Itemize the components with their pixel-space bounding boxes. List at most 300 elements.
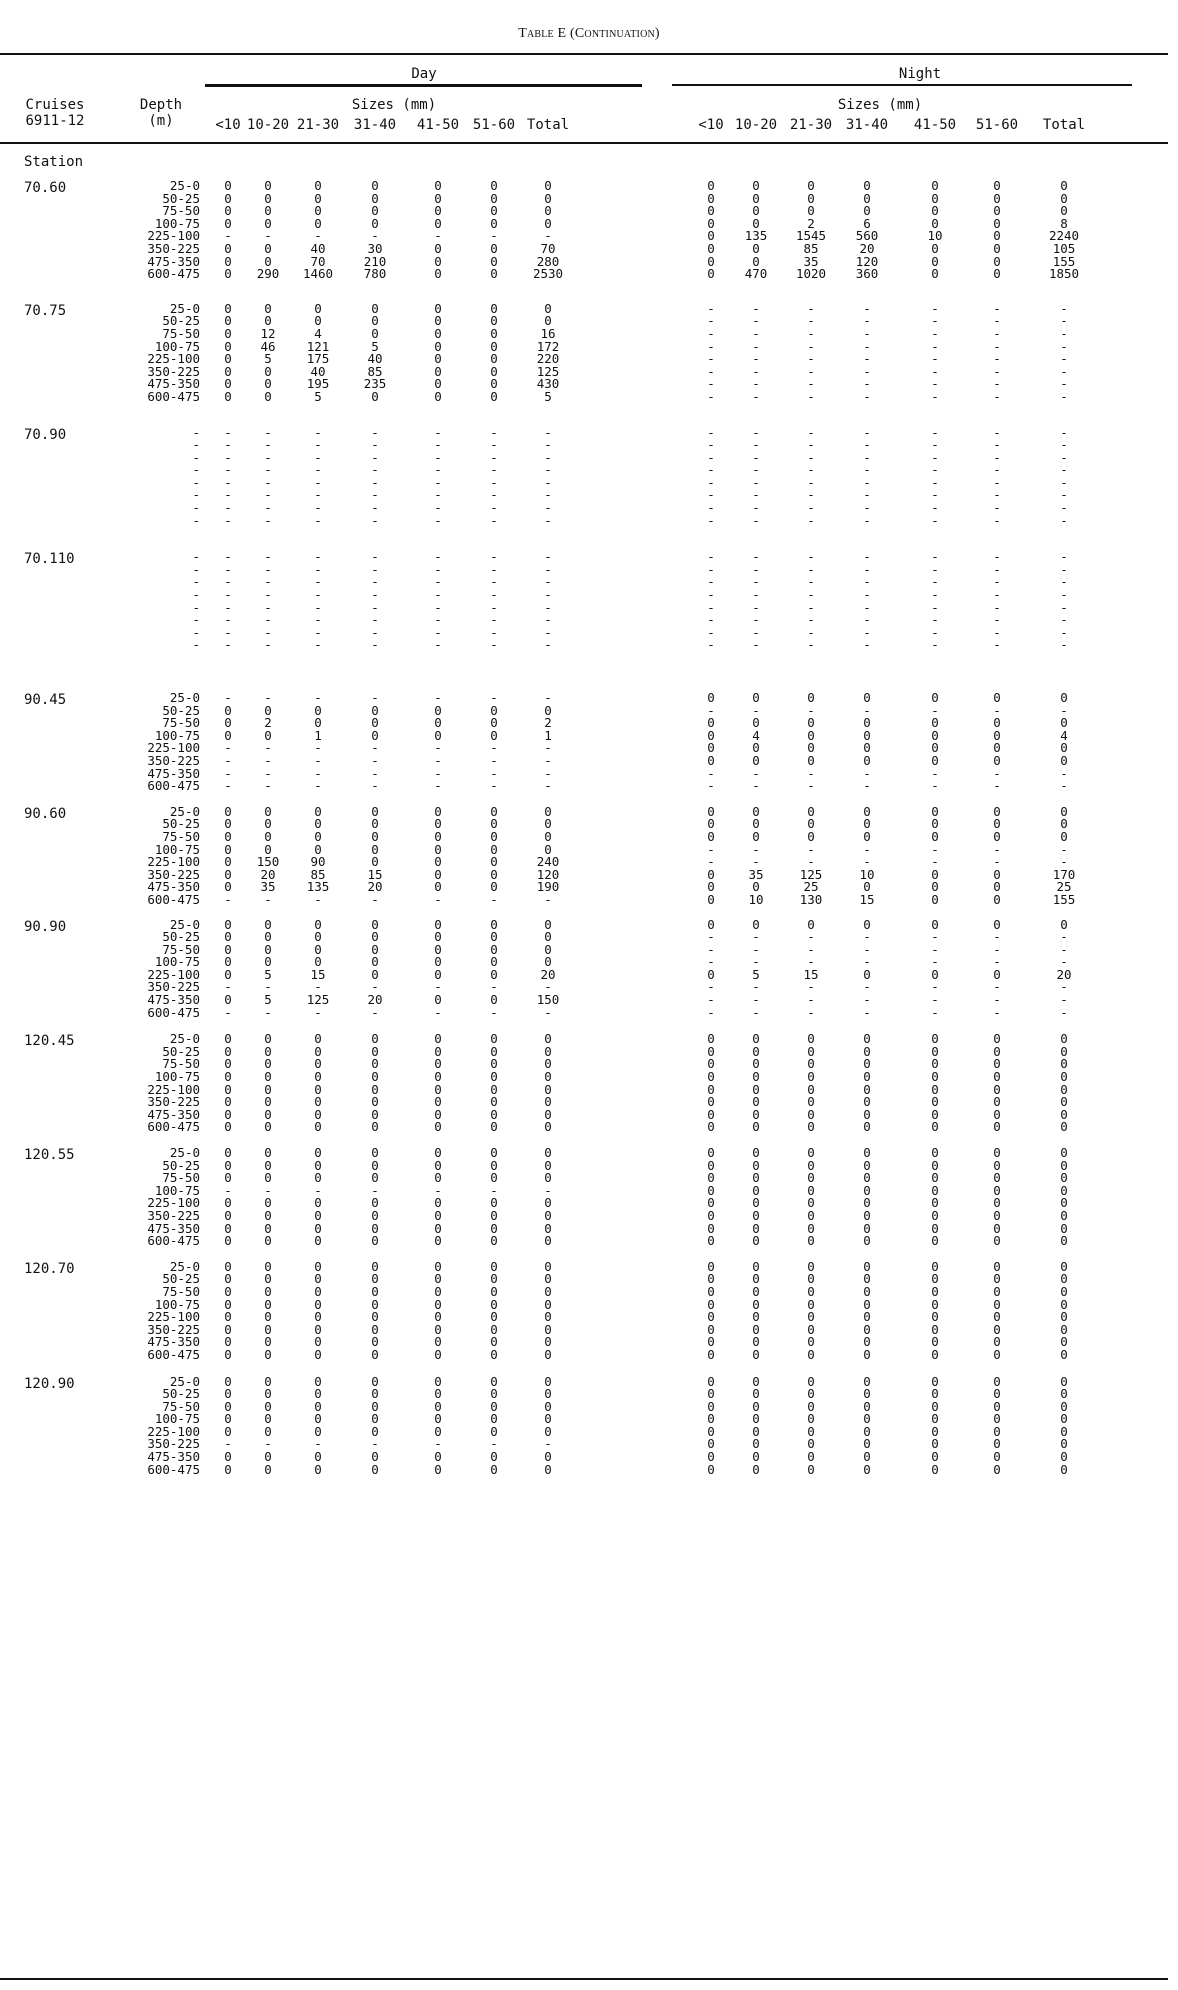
depth-cell: 25-0 bbox=[169, 1031, 200, 1047]
night-value-cell: - bbox=[863, 437, 871, 453]
night-value-cell: 0 bbox=[752, 1449, 760, 1465]
night-value-cell: 0 bbox=[993, 1373, 1001, 1389]
night-value-cell: - bbox=[807, 388, 815, 404]
depth-cell: 75-50 bbox=[162, 941, 200, 957]
night-value-cell: 0 bbox=[707, 190, 715, 206]
day-value-cell: 0 bbox=[371, 854, 379, 870]
day-value-cell: 0 bbox=[371, 1423, 379, 1439]
night-value-cell: 0 bbox=[993, 203, 1001, 219]
day-value-cell: 0 bbox=[371, 1031, 379, 1047]
night-value-cell: 0 bbox=[707, 1296, 715, 1312]
night-value-cell: 0 bbox=[807, 1081, 815, 1097]
day-value-cell: 0 bbox=[224, 1461, 232, 1477]
day-value-cell: 0 bbox=[224, 916, 232, 932]
night-value-cell: - bbox=[1060, 338, 1068, 354]
day-value-cell: 0 bbox=[314, 1411, 322, 1427]
night-value-cell: 0 bbox=[807, 727, 815, 743]
day-value-cell: 0 bbox=[224, 1106, 232, 1122]
night-value-cell: - bbox=[863, 841, 871, 857]
depth-cell: 75-50 bbox=[162, 828, 200, 844]
night-value-cell: 0 bbox=[863, 178, 871, 193]
night-value-cell: - bbox=[807, 351, 815, 367]
depth-cell: 225-100 bbox=[147, 351, 200, 367]
day-value-cell: 0 bbox=[490, 866, 498, 882]
day-value-cell: - bbox=[490, 587, 498, 603]
night-value-cell: 0 bbox=[752, 1398, 760, 1414]
night-value-cell: - bbox=[1060, 549, 1068, 565]
day-value-cell: 0 bbox=[490, 1031, 498, 1047]
night-value-cell: 0 bbox=[807, 1056, 815, 1072]
day-value-cell: - bbox=[314, 891, 322, 907]
night-value-cell: - bbox=[707, 500, 715, 516]
day-value-cell: 0 bbox=[544, 1461, 552, 1477]
day-value-cell: 0 bbox=[371, 966, 379, 982]
depth-cell: 100-75 bbox=[154, 1182, 200, 1198]
day-value-cell: 0 bbox=[544, 1094, 552, 1110]
table-caption: Table E (Continuation) bbox=[518, 26, 660, 41]
night-value-cell: - bbox=[931, 512, 939, 528]
day-value-cell: 0 bbox=[490, 803, 498, 819]
day-value-cell: - bbox=[544, 462, 552, 478]
night-value-cell: 0 bbox=[1060, 916, 1068, 932]
day-value-cell: 16 bbox=[540, 325, 556, 341]
night-value-cell: 0 bbox=[863, 1296, 871, 1312]
night-value-cell: - bbox=[863, 351, 871, 367]
night-value-cell: 0 bbox=[807, 803, 815, 819]
day-value-cell: 0 bbox=[434, 253, 442, 269]
night-value-cell: 0 bbox=[807, 1386, 815, 1402]
day-value-cell: 0 bbox=[264, 1386, 272, 1402]
night-value-cell: - bbox=[1060, 325, 1068, 341]
night-value-cell: - bbox=[1060, 449, 1068, 465]
night-value-cell: 0 bbox=[752, 1346, 760, 1362]
night-value-cell: - bbox=[993, 351, 1001, 367]
night-value-cell: 0 bbox=[931, 752, 939, 768]
day-value-cell: 150 bbox=[256, 854, 280, 870]
depth-cell: 225-100 bbox=[147, 1195, 200, 1211]
night-value-cell: 0 bbox=[993, 1195, 1001, 1211]
night-value-cell: - bbox=[993, 549, 1001, 565]
night-value-cell: 0 bbox=[752, 1069, 760, 1085]
night-value-cell: 85 bbox=[803, 240, 819, 256]
night-value-cell: 0 bbox=[707, 1182, 715, 1198]
day-value-cell: - bbox=[434, 740, 442, 756]
day-value-cell: 0 bbox=[371, 190, 379, 206]
table-row bbox=[0, 589, 1178, 602]
night-value-cell: 0 bbox=[863, 1346, 871, 1362]
table-row bbox=[0, 576, 1178, 589]
depth-cell: - bbox=[192, 599, 200, 615]
day-value-cell: - bbox=[264, 512, 272, 528]
day-value-cell: 0 bbox=[224, 715, 232, 731]
day-value-cell: 0 bbox=[544, 1043, 552, 1059]
night-value-cell: - bbox=[807, 549, 815, 565]
day-value-cell: 0 bbox=[224, 1220, 232, 1236]
day-value-cell: 0 bbox=[544, 203, 552, 219]
day-value-cell: - bbox=[314, 549, 322, 565]
day-value-cell: - bbox=[224, 637, 232, 653]
day-value-cell: 70 bbox=[540, 240, 556, 256]
night-value-cell: 0 bbox=[993, 1182, 1001, 1198]
day-value-cell: 190 bbox=[536, 879, 560, 895]
day-value-cell: - bbox=[434, 1004, 442, 1020]
night-value-cell: 0 bbox=[993, 1043, 1001, 1059]
night-value-cell: 0 bbox=[931, 1043, 939, 1059]
night-value-cell: 0 bbox=[807, 1145, 815, 1160]
day-value-cell: 0 bbox=[490, 879, 498, 895]
day-value-cell: 2530 bbox=[532, 266, 564, 282]
day-value-cell: - bbox=[434, 637, 442, 653]
day-value-cell: 0 bbox=[490, 1334, 498, 1350]
day-value-cell: - bbox=[434, 891, 442, 907]
night-value-cell: 0 bbox=[707, 1145, 715, 1160]
night-value-cell: 0 bbox=[707, 690, 715, 705]
night-value-cell: - bbox=[993, 854, 1001, 870]
day-value-cell: - bbox=[490, 228, 498, 244]
day-value-cell: - bbox=[544, 487, 552, 503]
day-value-cell: 0 bbox=[371, 816, 379, 832]
night-value-cell: 0 bbox=[993, 1423, 1001, 1439]
day-value-cell: - bbox=[224, 624, 232, 640]
day-value-cell: 120 bbox=[536, 866, 560, 882]
night-value-cell: 0 bbox=[752, 1106, 760, 1122]
night-value-cell: 0 bbox=[707, 1321, 715, 1337]
day-value-cell: 0 bbox=[434, 203, 442, 219]
table-row bbox=[0, 464, 1178, 477]
day-value-cell: - bbox=[490, 765, 498, 781]
day-value-cell: - bbox=[224, 574, 232, 590]
night-value-cell: 25 bbox=[803, 879, 819, 895]
day-value-cell: 12 bbox=[260, 325, 276, 341]
depth-cell: 25-0 bbox=[169, 916, 200, 932]
day-value-cell: - bbox=[490, 690, 498, 705]
night-value-cell: - bbox=[807, 363, 815, 379]
day-value-cell: - bbox=[490, 500, 498, 516]
day-value-cell: 0 bbox=[434, 240, 442, 256]
night-value-cell: - bbox=[707, 325, 715, 341]
night-value-cell: - bbox=[1060, 637, 1068, 653]
night-value-cell: 0 bbox=[1060, 203, 1068, 219]
day-value-cell: - bbox=[224, 500, 232, 516]
day-value-cell: 5 bbox=[544, 388, 552, 404]
day-value-cell: - bbox=[371, 752, 379, 768]
depth-cell: 350-225 bbox=[147, 1321, 200, 1337]
night-value-cell: - bbox=[863, 474, 871, 490]
night-value-cell: 125 bbox=[799, 866, 823, 882]
night-value-cell: 0 bbox=[807, 1373, 815, 1389]
day-value-cell: - bbox=[264, 979, 272, 995]
depth-cell: 50-25 bbox=[162, 1386, 200, 1402]
night-value-cell: - bbox=[752, 574, 760, 590]
day-value-cell: 0 bbox=[264, 916, 272, 932]
night-value-cell: 0 bbox=[863, 715, 871, 731]
day-value-cell: 0 bbox=[490, 715, 498, 731]
night-value-cell: 0 bbox=[752, 1119, 760, 1135]
day-value-cell: - bbox=[264, 500, 272, 516]
night-value-cell: - bbox=[707, 778, 715, 794]
day-value-cell: 0 bbox=[434, 1321, 442, 1337]
night-value-cell: - bbox=[752, 954, 760, 970]
night-value-cell: 0 bbox=[993, 715, 1001, 731]
night-value-cell: 1545 bbox=[795, 228, 827, 244]
night-value-cell: 0 bbox=[707, 240, 715, 256]
day-value-cell: 0 bbox=[434, 1386, 442, 1402]
day-value-cell: - bbox=[434, 1182, 442, 1198]
day-value-cell: 0 bbox=[434, 351, 442, 367]
day-value-cell: - bbox=[224, 462, 232, 478]
night-value-cell: - bbox=[993, 424, 1001, 440]
day-value-cell: 40 bbox=[367, 351, 383, 367]
day-value-cell: 0 bbox=[224, 1207, 232, 1223]
night-value-cell: 0 bbox=[1060, 1449, 1068, 1465]
depth-cell: 350-225 bbox=[147, 240, 200, 256]
night-value-cell: - bbox=[707, 338, 715, 354]
day-value-cell: 0 bbox=[264, 1233, 272, 1249]
night-value-cell: 0 bbox=[931, 828, 939, 844]
night-value-cell: 0 bbox=[1060, 1346, 1068, 1362]
day-value-cell: - bbox=[434, 979, 442, 995]
day-value-cell: 0 bbox=[544, 841, 552, 857]
day-value-cell: 0 bbox=[434, 266, 442, 282]
day-value-cell: 0 bbox=[314, 1170, 322, 1186]
day-value-cell: 0 bbox=[490, 1461, 498, 1477]
night-value-cell: 0 bbox=[931, 1271, 939, 1287]
day-value-cell: 0 bbox=[224, 313, 232, 329]
day-value-cell: - bbox=[490, 1182, 498, 1198]
day-value-cell: - bbox=[544, 1004, 552, 1020]
night-value-cell: - bbox=[1060, 462, 1068, 478]
table-row bbox=[0, 449, 1178, 465]
night-value-cell: 0 bbox=[1060, 1283, 1068, 1299]
night-value-cell: - bbox=[863, 941, 871, 957]
day-value-cell: 0 bbox=[434, 325, 442, 341]
day-value-cell: - bbox=[314, 500, 322, 516]
night-value-cell: - bbox=[752, 854, 760, 870]
night-value-cell: 0 bbox=[993, 916, 1001, 932]
night-value-cell: 0 bbox=[931, 1220, 939, 1236]
day-rule bbox=[205, 84, 642, 87]
night-value-cell: 0 bbox=[752, 215, 760, 231]
night-value-cell: - bbox=[931, 599, 939, 615]
night-value-cell: 10 bbox=[859, 866, 875, 882]
depth-cell: - bbox=[192, 500, 200, 516]
night-value-cell: 0 bbox=[752, 1094, 760, 1110]
day-value-cell: - bbox=[434, 500, 442, 516]
day-value-cell: 0 bbox=[314, 1398, 322, 1414]
day-value-cell: 0 bbox=[434, 1423, 442, 1439]
day-value-cell: 0 bbox=[224, 240, 232, 256]
night-value-cell: 0 bbox=[752, 1258, 760, 1274]
day-value-cell: 0 bbox=[544, 1296, 552, 1312]
day-value-cell: - bbox=[434, 599, 442, 615]
night-value-cell: - bbox=[807, 500, 815, 516]
day-value-cell: 0 bbox=[314, 954, 322, 970]
night-value-cell: - bbox=[707, 424, 715, 440]
table-row bbox=[0, 489, 1178, 502]
night-value-cell: - bbox=[707, 449, 715, 465]
day-value-cell: 0 bbox=[314, 1309, 322, 1325]
night-value-cell: 0 bbox=[1060, 816, 1068, 832]
night-value-cell: - bbox=[707, 1004, 715, 1020]
night-value-cell: 0 bbox=[863, 1386, 871, 1402]
day-value-cell: - bbox=[314, 449, 322, 465]
night-value-cell: 0 bbox=[707, 879, 715, 895]
night-value-cell: - bbox=[807, 599, 815, 615]
table-row bbox=[0, 1346, 1178, 1362]
day-value-cell: 0 bbox=[371, 1271, 379, 1287]
day-value-cell: 0 bbox=[224, 803, 232, 819]
night-value-cell: 0 bbox=[807, 203, 815, 219]
day-value-cell: 0 bbox=[371, 1157, 379, 1173]
night-value-cell: - bbox=[863, 854, 871, 870]
depth-cell: 225-100 bbox=[147, 1081, 200, 1097]
day-value-cell: 0 bbox=[490, 1271, 498, 1287]
night-value-cell: 0 bbox=[807, 690, 815, 705]
day-value-cell: - bbox=[224, 752, 232, 768]
day-value-cell: 0 bbox=[224, 966, 232, 982]
day-value-cell: - bbox=[264, 574, 272, 590]
day-value-cell: - bbox=[264, 561, 272, 577]
night-value-cell: - bbox=[807, 437, 815, 453]
night-value-cell: 0 bbox=[752, 1081, 760, 1097]
depth-cell: 100-75 bbox=[154, 1411, 200, 1427]
night-value-cell: 0 bbox=[993, 879, 1001, 895]
night-value-cell: - bbox=[993, 587, 1001, 603]
day-value-cell: 0 bbox=[224, 879, 232, 895]
night-value-cell: 0 bbox=[807, 1461, 815, 1477]
depth-cell: 350-225 bbox=[147, 363, 200, 379]
day-value-cell: 0 bbox=[490, 363, 498, 379]
depth-cell: 600-475 bbox=[147, 1004, 200, 1020]
night-value-cell: 0 bbox=[807, 1449, 815, 1465]
depth-cell: 350-225 bbox=[147, 1094, 200, 1110]
night-value-cell: - bbox=[752, 313, 760, 329]
day-value-cell: 0 bbox=[490, 1398, 498, 1414]
day-value-cell: - bbox=[224, 612, 232, 628]
day-value-cell: - bbox=[224, 599, 232, 615]
night-value-cell: - bbox=[863, 992, 871, 1008]
day-value-cell: - bbox=[371, 512, 379, 528]
day-value-cell: - bbox=[264, 624, 272, 640]
day-value-cell: 0 bbox=[371, 1346, 379, 1362]
depth-cell: - bbox=[192, 512, 200, 528]
night-value-cell: 0 bbox=[1060, 1373, 1068, 1389]
night-value-cell: - bbox=[807, 300, 815, 316]
night-value-cell: - bbox=[993, 300, 1001, 316]
day-value-cell: 0 bbox=[224, 841, 232, 857]
night-value-cell: 0 bbox=[863, 1461, 871, 1477]
day-value-cell: 85 bbox=[310, 866, 326, 882]
night-value-cell: 0 bbox=[993, 1170, 1001, 1186]
night-value-cell: - bbox=[807, 954, 815, 970]
day-value-cell: 0 bbox=[434, 1271, 442, 1287]
day-value-cell: 0 bbox=[264, 313, 272, 329]
night-value-cell: 0 bbox=[707, 1423, 715, 1439]
day-value-cell: 0 bbox=[314, 816, 322, 832]
depth-cell: 25-0 bbox=[169, 300, 200, 316]
night-value-cell: - bbox=[863, 462, 871, 478]
day-value-cell: 0 bbox=[264, 376, 272, 392]
day-value-cell: - bbox=[490, 624, 498, 640]
night-value-cell: 0 bbox=[807, 1258, 815, 1274]
day-value-cell: - bbox=[224, 228, 232, 244]
day-value-cell: 0 bbox=[490, 1106, 498, 1122]
night-value-cell: - bbox=[931, 1004, 939, 1020]
day-value-cell: 40 bbox=[310, 240, 326, 256]
night-value-cell: 0 bbox=[707, 891, 715, 907]
night-value-cell: - bbox=[863, 765, 871, 781]
night-value-cell: 0 bbox=[707, 1119, 715, 1135]
night-value-cell: - bbox=[931, 702, 939, 718]
day-value-cell: - bbox=[371, 449, 379, 465]
night-value-cell: 0 bbox=[707, 740, 715, 756]
night-value-cell: 0 bbox=[863, 1449, 871, 1465]
day-value-cell: - bbox=[371, 574, 379, 590]
day-value-cell: 0 bbox=[224, 363, 232, 379]
day-value-cell: 0 bbox=[224, 1321, 232, 1337]
station-block bbox=[0, 1147, 1178, 1248]
night-value-cell: 0 bbox=[931, 816, 939, 832]
day-value-cell: 0 bbox=[264, 1207, 272, 1223]
day-value-cell: 0 bbox=[314, 916, 322, 932]
day-value-cell: 0 bbox=[314, 1271, 322, 1287]
night-value-cell: 0 bbox=[931, 1069, 939, 1085]
night-value-cell: - bbox=[993, 574, 1001, 590]
day-col-header: 21-30 bbox=[296, 117, 340, 133]
night-value-cell: 0 bbox=[993, 178, 1001, 193]
day-value-cell: 0 bbox=[224, 1056, 232, 1072]
night-value-cell: 0 bbox=[863, 1043, 871, 1059]
depth-cell: - bbox=[192, 637, 200, 653]
day-value-cell: 5 bbox=[371, 338, 379, 354]
night-value-cell: 1020 bbox=[795, 266, 827, 282]
day-value-cell: 0 bbox=[371, 1106, 379, 1122]
night-value-cell: 0 bbox=[993, 966, 1001, 982]
day-value-cell: 0 bbox=[264, 1145, 272, 1160]
day-value-cell: 5 bbox=[314, 388, 322, 404]
depth-cell: 50-25 bbox=[162, 929, 200, 945]
night-value-cell: - bbox=[1060, 487, 1068, 503]
station-block bbox=[0, 424, 1178, 528]
depth-cell: 225-100 bbox=[147, 740, 200, 756]
night-value-cell: 0 bbox=[993, 190, 1001, 206]
night-value-cell: 0 bbox=[1060, 1081, 1068, 1097]
day-value-cell: 430 bbox=[536, 376, 560, 392]
night-value-cell: 0 bbox=[707, 1461, 715, 1477]
day-value-cell: 0 bbox=[264, 841, 272, 857]
night-value-cell: 0 bbox=[807, 816, 815, 832]
station-name: 70.60 bbox=[24, 180, 67, 196]
night-col-header: Total bbox=[1042, 117, 1086, 133]
day-value-cell: 0 bbox=[224, 178, 232, 193]
station-block bbox=[0, 551, 1178, 652]
night-value-cell: 0 bbox=[707, 1346, 715, 1362]
night-value-cell: - bbox=[993, 941, 1001, 957]
day-value-cell: 0 bbox=[371, 1386, 379, 1402]
day-value-cell: - bbox=[544, 474, 552, 490]
table-row bbox=[0, 599, 1178, 615]
night-value-cell: - bbox=[863, 449, 871, 465]
night-value-cell: 0 bbox=[707, 866, 715, 882]
night-value-cell: 0 bbox=[993, 1346, 1001, 1362]
day-value-cell: - bbox=[544, 512, 552, 528]
day-value-cell: 0 bbox=[224, 1373, 232, 1389]
day-value-cell: - bbox=[490, 424, 498, 440]
night-value-cell: - bbox=[807, 574, 815, 590]
night-value-cell: - bbox=[863, 325, 871, 341]
day-value-cell: 0 bbox=[314, 1423, 322, 1439]
night-value-cell: 0 bbox=[707, 1283, 715, 1299]
